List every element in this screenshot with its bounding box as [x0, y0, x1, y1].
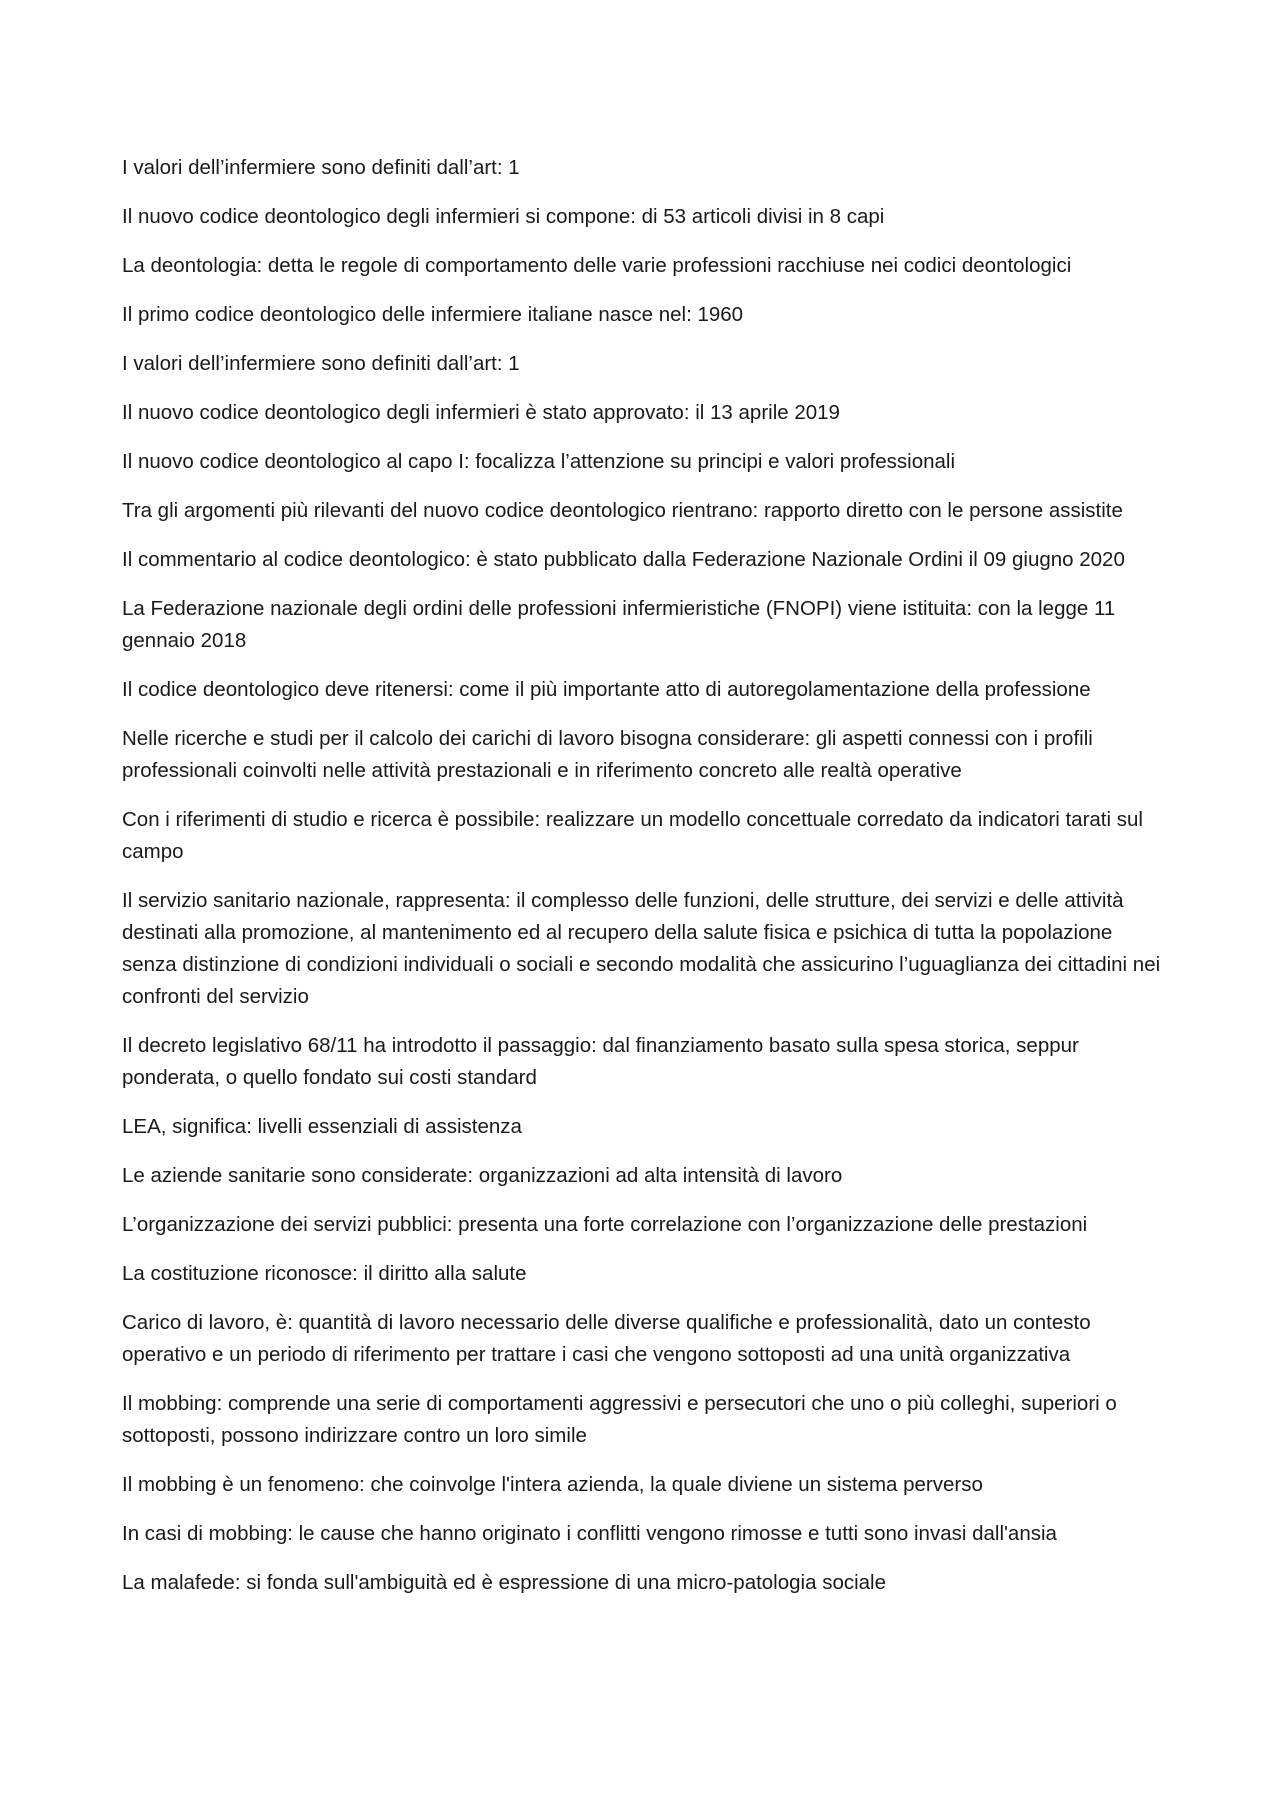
paragraph: Il nuovo codice deontologico al capo I: focalizza l’attenzione su principi e valori professionali: [122, 450, 956, 473]
paragraph: La costituzione riconosce: il diritto alla salute: [122, 1262, 527, 1285]
paragraph: Il primo codice deontologico delle infermiere italiane nasce nel: 1960: [122, 303, 744, 326]
paragraph: I valori dell’infermiere sono definiti dall’art: 1: [122, 352, 520, 375]
paragraph: Il codice deontologico deve ritenersi: come il più importante atto di autoregolamentazione della professione: [122, 678, 1091, 701]
paragraph: LEA, significa: livelli essenziali di assistenza: [122, 1115, 522, 1138]
paragraph: In casi di mobbing: le cause che hanno originato i conflitti vengono rimosse e tutti sono invasi dall'ansia: [122, 1522, 1057, 1545]
paragraph: Nelle ricerche e studi per il calcolo dei carichi di lavoro bisogna considerare: gli aspetti connessi con i profili professionali coinvolti nelle attività prestazionali e in riferimento concreto alle realtà operative: [122, 727, 1093, 782]
paragraph: Tra gli argomenti più rilevanti del nuovo codice deontologico rientrano: rapporto diretto con le persone assistite: [122, 499, 1123, 522]
paragraph: Il mobbing è un fenomeno: che coinvolge l'intera azienda, la quale diviene un sistema perverso: [122, 1473, 983, 1496]
paragraph: L’organizzazione dei servizi pubblici: presenta una forte correlazione con l’organizzazione delle prestazioni: [122, 1213, 1088, 1236]
document-body: [122, 152, 1162, 1616]
paragraph: Il decreto legislativo 68/11 ha introdotto il passaggio: dal finanziamento basato sulla spesa storica, seppur ponderata, o quello fondato sui costi standard: [122, 1034, 1079, 1089]
paragraph: La malafede: si fonda sull'ambiguità ed è espressione di una micro-patologia sociale: [122, 1571, 887, 1594]
paragraph: Con i riferimenti di studio e ricerca è possibile: realizzare un modello concettuale corredato da indicatori tarati sul campo: [122, 808, 1143, 863]
paragraph: Il commentario al codice deontologico: è stato pubblicato dalla Federazione Nazionale Ordini il 09 giugno 2020: [122, 548, 1125, 571]
paragraph: Carico di lavoro, è: quantità di lavoro necessario delle diverse qualifiche e professionalità, dato un contesto operativo e un periodo di riferimento per trattare i casi che vengono sottoposti ad una unità organizzativa: [122, 1311, 1091, 1366]
paragraph: La Federazione nazionale degli ordini delle professioni infermieristiche (FNOPI) viene istituita: con la legge 11 gennaio 2018: [122, 597, 1116, 652]
paragraph: La deontologia: detta le regole di comportamento delle varie professioni racchiuse nei codici deontologici: [122, 254, 1072, 277]
paragraph: Il nuovo codice deontologico degli infermieri è stato approvato: il 13 aprile 2019: [122, 401, 840, 424]
paragraph: Le aziende sanitarie sono considerate: organizzazioni ad alta intensità di lavoro: [122, 1164, 843, 1187]
paragraph: I valori dell’infermiere sono definiti dall’art: 1: [122, 156, 520, 179]
paragraph: Il servizio sanitario nazionale, rappresenta: il complesso delle funzioni, delle strutture, dei servizi e delle attività destinati alla promozione, al mantenimento ed al recupero della salute fisica e psichica di tutta la popolazione senza distinzione di condizioni individuali o sociali e secondo modalità che assicurino l’uguaglianza dei cittadini nei confronti del servizio: [122, 889, 1161, 1008]
paragraph: Il nuovo codice deontologico degli infermieri si compone: di 53 articoli divisi in 8 capi: [122, 205, 885, 228]
paragraph: Il mobbing: comprende una serie di comportamenti aggressivi e persecutori che uno o più colleghi, superiori o sottoposti, possono indirizzare contro un loro simile: [122, 1392, 1117, 1447]
